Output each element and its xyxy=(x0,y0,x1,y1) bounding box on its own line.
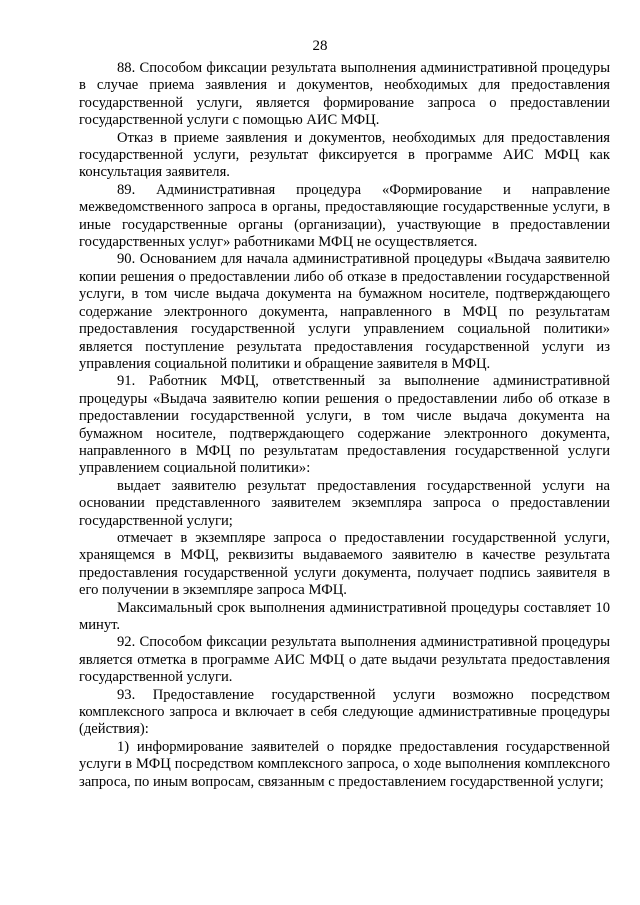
paragraph-91: 91. Работник МФЦ, ответственный за выполнение административной процедуры «Выдача заявителю копии решения о предоставлении либо об отказе в предоставлении государственной услуги, в том числе выдача документа на бумажном носителе, подтверждающего содержание электронного документа, направленного в МФЦ по результатам предоставления государственной услуги управлением социальной политики»: xyxy=(79,373,610,477)
paragraph-93-item-1: 1) информирование заявителей о порядке предоставления государственной услуги в МФЦ посредством комплексного запроса, о ходе выполнения комплексного запроса, по иным вопросам, связанным с предоставлением государственной услуги; xyxy=(79,738,610,790)
paragraph-max-time: Максимальный срок выполнения административной процедуры составляет 10 минут. xyxy=(79,599,610,633)
paragraph-90: 90. Основанием для начала административной процедуры «Выдача заявителю копии решения о предоставлении либо об отказе в предоставлении государственной услуги, в том числе выдача документа на бумажном носителе, подтверждающего содержание электронного документа, направленного в МФЦ по результатам предоставления государственной услуги управлением социальной политики» является поступление результата предоставления государственной услуги из управления социальной политики и обращение заявителя в МФЦ. xyxy=(79,251,610,372)
document-body xyxy=(79,60,610,791)
paragraph-91-marks: отмечает в экземпляре запроса о предоставлении государственной услуги, хранящемся в МФЦ, реквизиты выдаваемого заявителю в качестве результата предоставления государственной услуги документа, получает подпись заявителя в его получении в экземпляре запроса МФЦ. xyxy=(79,529,610,599)
paragraph-93: 93. Предоставление государственной услуги возможно посредством комплексного запроса и включает в себя следующие административные процедуры (действия): xyxy=(79,686,610,738)
paragraph-91-issues: выдает заявителю результат предоставления государственной услуги на основании представленного заявителем экземпляра запроса о предоставлении государственной услуги; xyxy=(79,477,610,529)
paragraph-92: 92. Способом фиксации результата выполнения административной процедуры является отметка в программе АИС МФЦ о дате выдачи результата предоставления государственной услуги. xyxy=(79,634,610,686)
paragraph-88-refusal: Отказ в приеме заявления и документов, необходимых для предоставления государственной услуги, результат фиксируется в программе АИС МФЦ как консультация заявителя. xyxy=(79,129,610,181)
page-number: 28 xyxy=(312,38,328,54)
paragraph-88: 88. Способом фиксации результата выполнения административной процедуры в случае приема заявления и документов, необходимых для предоставления государственной услуги, является формирование запроса о предоставлении государственной услуги с помощью АИС МФЦ. xyxy=(79,60,610,129)
paragraph-89: 89. Административная процедура «Формирование и направление межведомственного запроса в органы, предоставляющие государственные услуги, в иные государственные органы (организации), участвующие в предоставлении государственных услуг» работниками МФЦ не осуществляется. xyxy=(79,181,610,251)
